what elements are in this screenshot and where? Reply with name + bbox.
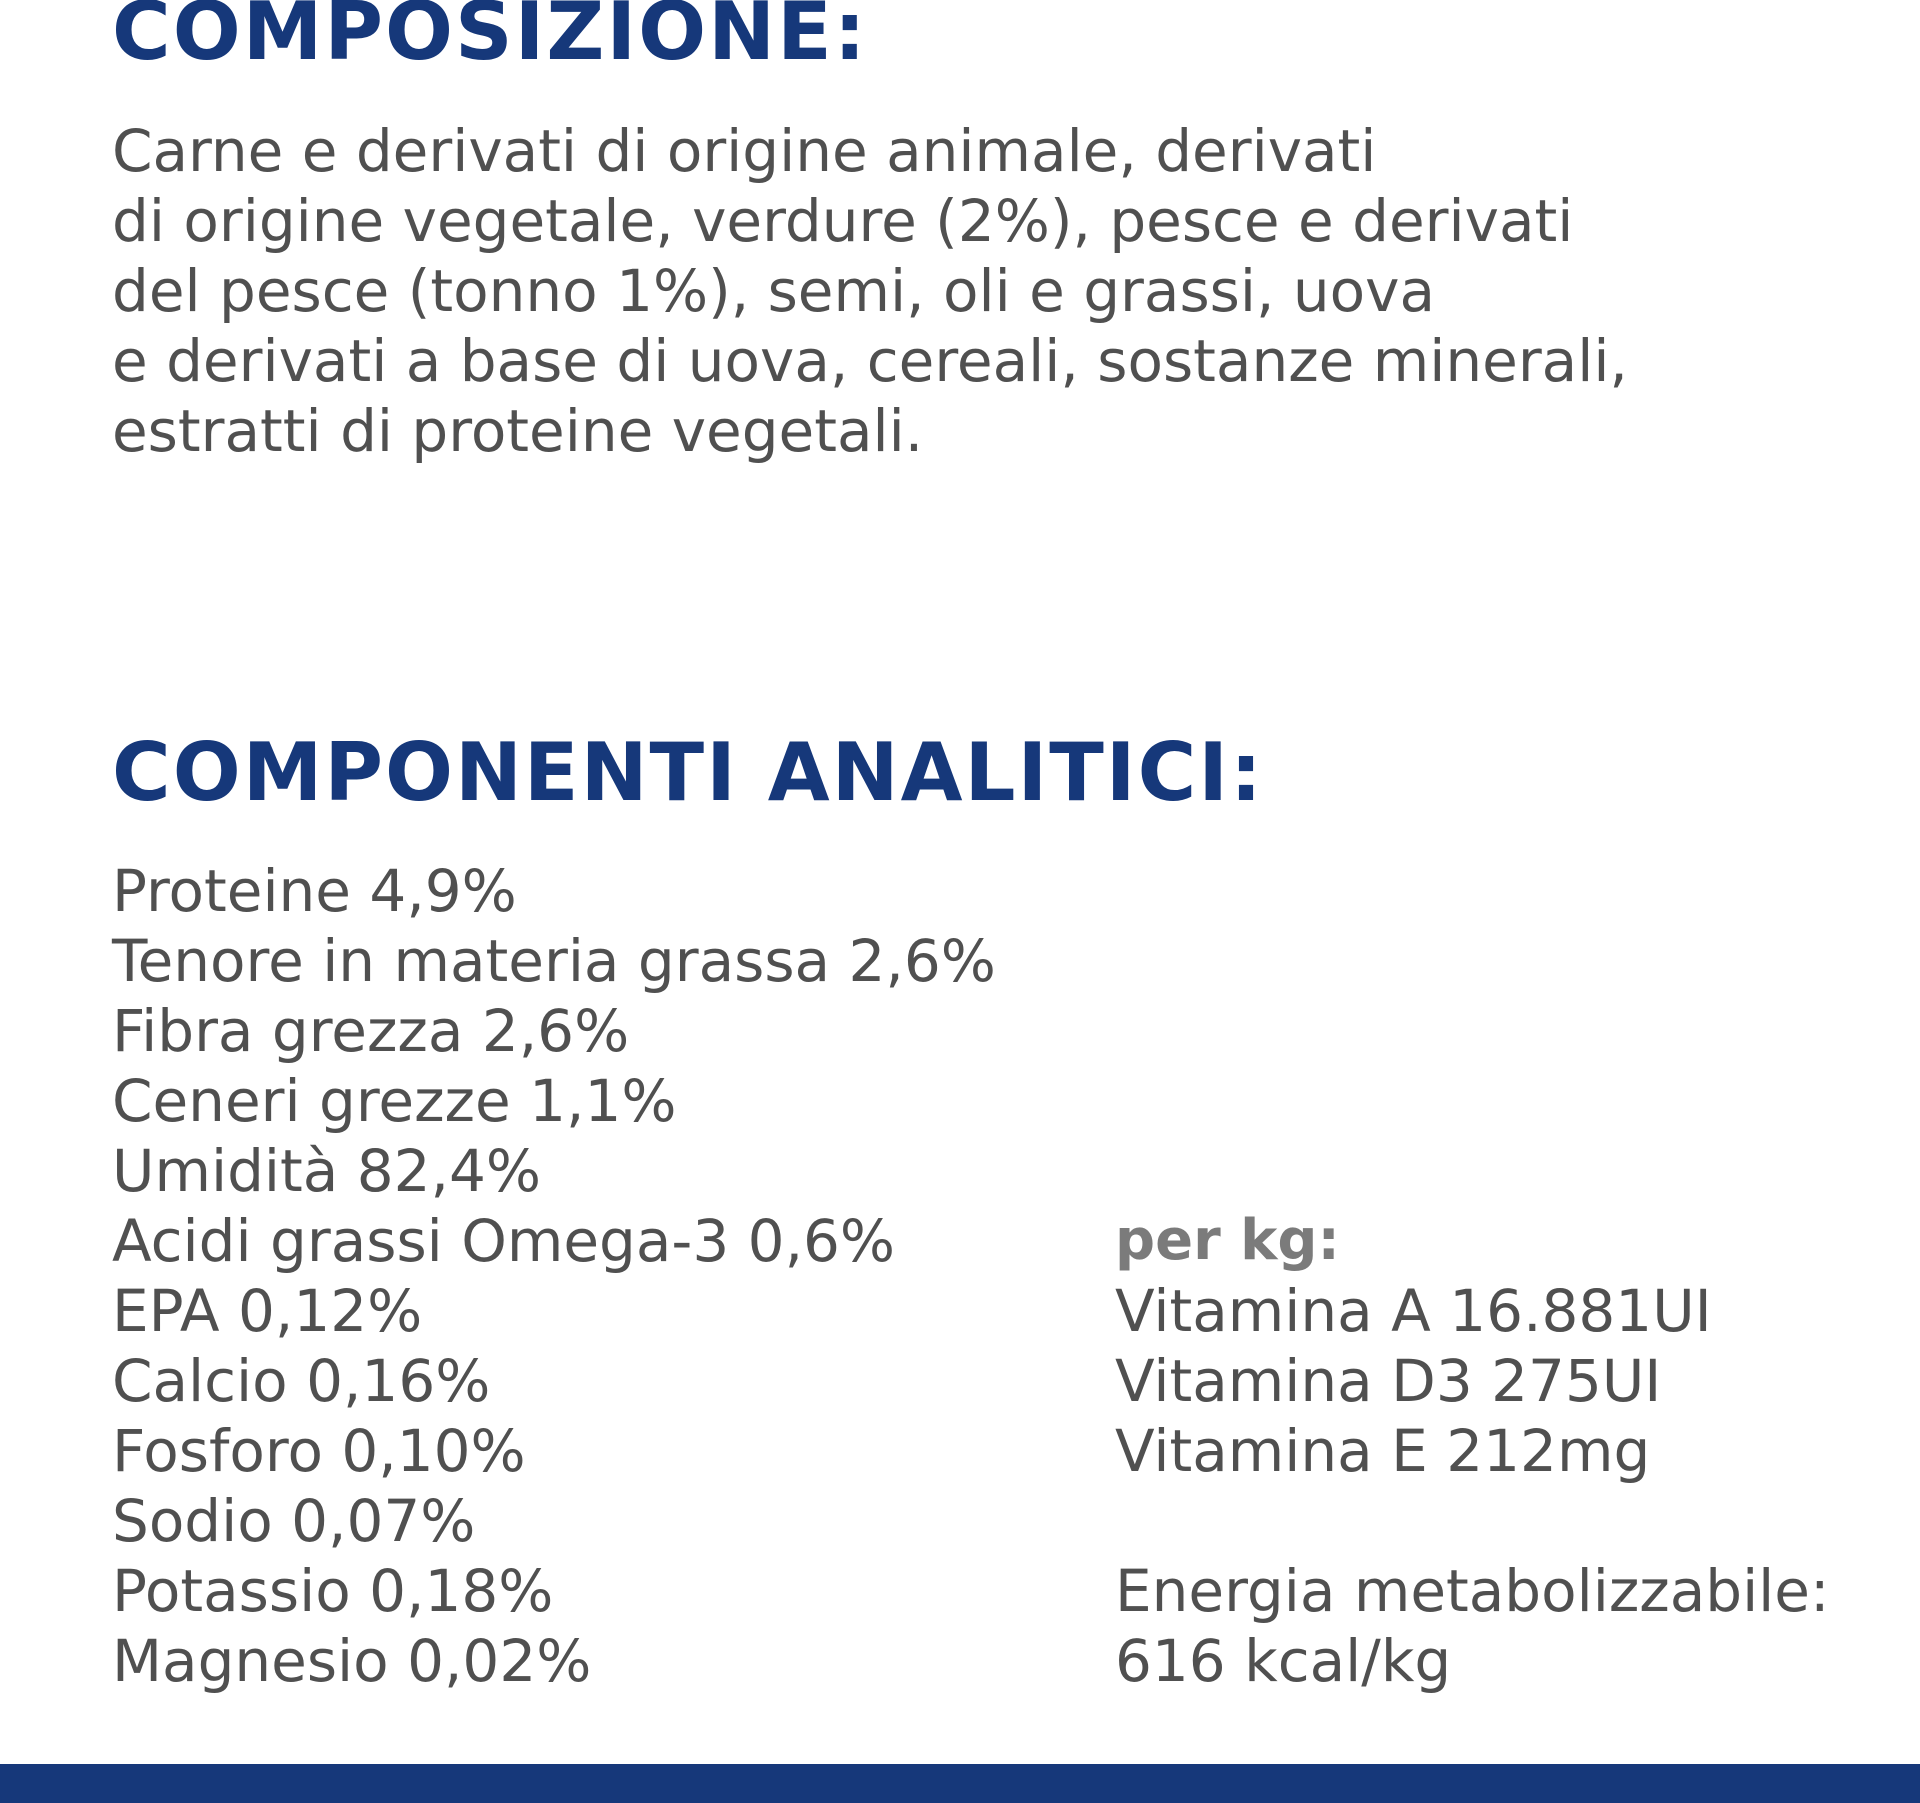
- analytical-item-omega-3: Acidi grassi Omega-3 0,6%: [112, 1207, 896, 1275]
- analytical-item-proteine: Proteine 4,9%: [112, 857, 517, 925]
- analytical-item-fibra-grezza: Fibra grezza 2,6%: [112, 997, 630, 1065]
- analytical-item-epa: EPA 0,12%: [112, 1277, 423, 1345]
- analytical-item-magnesio: Magnesio 0,02%: [112, 1627, 592, 1695]
- vitamin-a: Vitamina A 16.881UI: [1115, 1277, 1712, 1345]
- analytical-item-ceneri-grezze: Ceneri grezze 1,1%: [112, 1067, 677, 1135]
- analytical-components-list: [112, 856, 996, 1696]
- analytical-item-fosforo: Fosforo 0,10%: [112, 1417, 526, 1485]
- vitamin-d3: Vitamina D3 275UI: [1115, 1347, 1662, 1415]
- energy-label: Energia metabolizzabile:: [1115, 1557, 1830, 1625]
- analytical-item-potassio: Potassio 0,18%: [112, 1557, 554, 1625]
- analytical-item-sodio: Sodio 0,07%: [112, 1487, 476, 1555]
- energy-value: 616 kcal/kg: [1115, 1627, 1452, 1695]
- analytical-item-calcio: Calcio 0,16%: [112, 1347, 491, 1415]
- vitamins-list: [1115, 1276, 1712, 1486]
- composition-line: e derivati a base di uova, cereali, sostanze minerali,: [112, 327, 1628, 395]
- footer-bar: [0, 1764, 1920, 1803]
- analytical-item-umidita: Umidità 82,4%: [112, 1137, 541, 1205]
- composition-line: del pesce (tonno 1%), semi, oli e grassi, uova: [112, 257, 1435, 325]
- analytical-components-heading: COMPONENTI ANALITICI:: [112, 726, 1265, 819]
- per-kg-label: per kg:: [1115, 1208, 1340, 1273]
- metabolizable-energy: [1115, 1556, 1830, 1696]
- composition-line: estratti di proteine vegetali.: [112, 397, 924, 465]
- composition-heading: COMPOSIZIONE:: [112, 0, 868, 78]
- composition-line: Carne e derivati di origine animale, derivati: [112, 117, 1377, 185]
- analytical-item-materia-grassa: Tenore in materia grassa 2,6%: [112, 927, 996, 995]
- composition-line: di origine vegetale, verdure (2%), pesce e derivati: [112, 187, 1574, 255]
- composition-text: [112, 116, 1628, 466]
- vitamin-e: Vitamina E 212mg: [1115, 1417, 1651, 1485]
